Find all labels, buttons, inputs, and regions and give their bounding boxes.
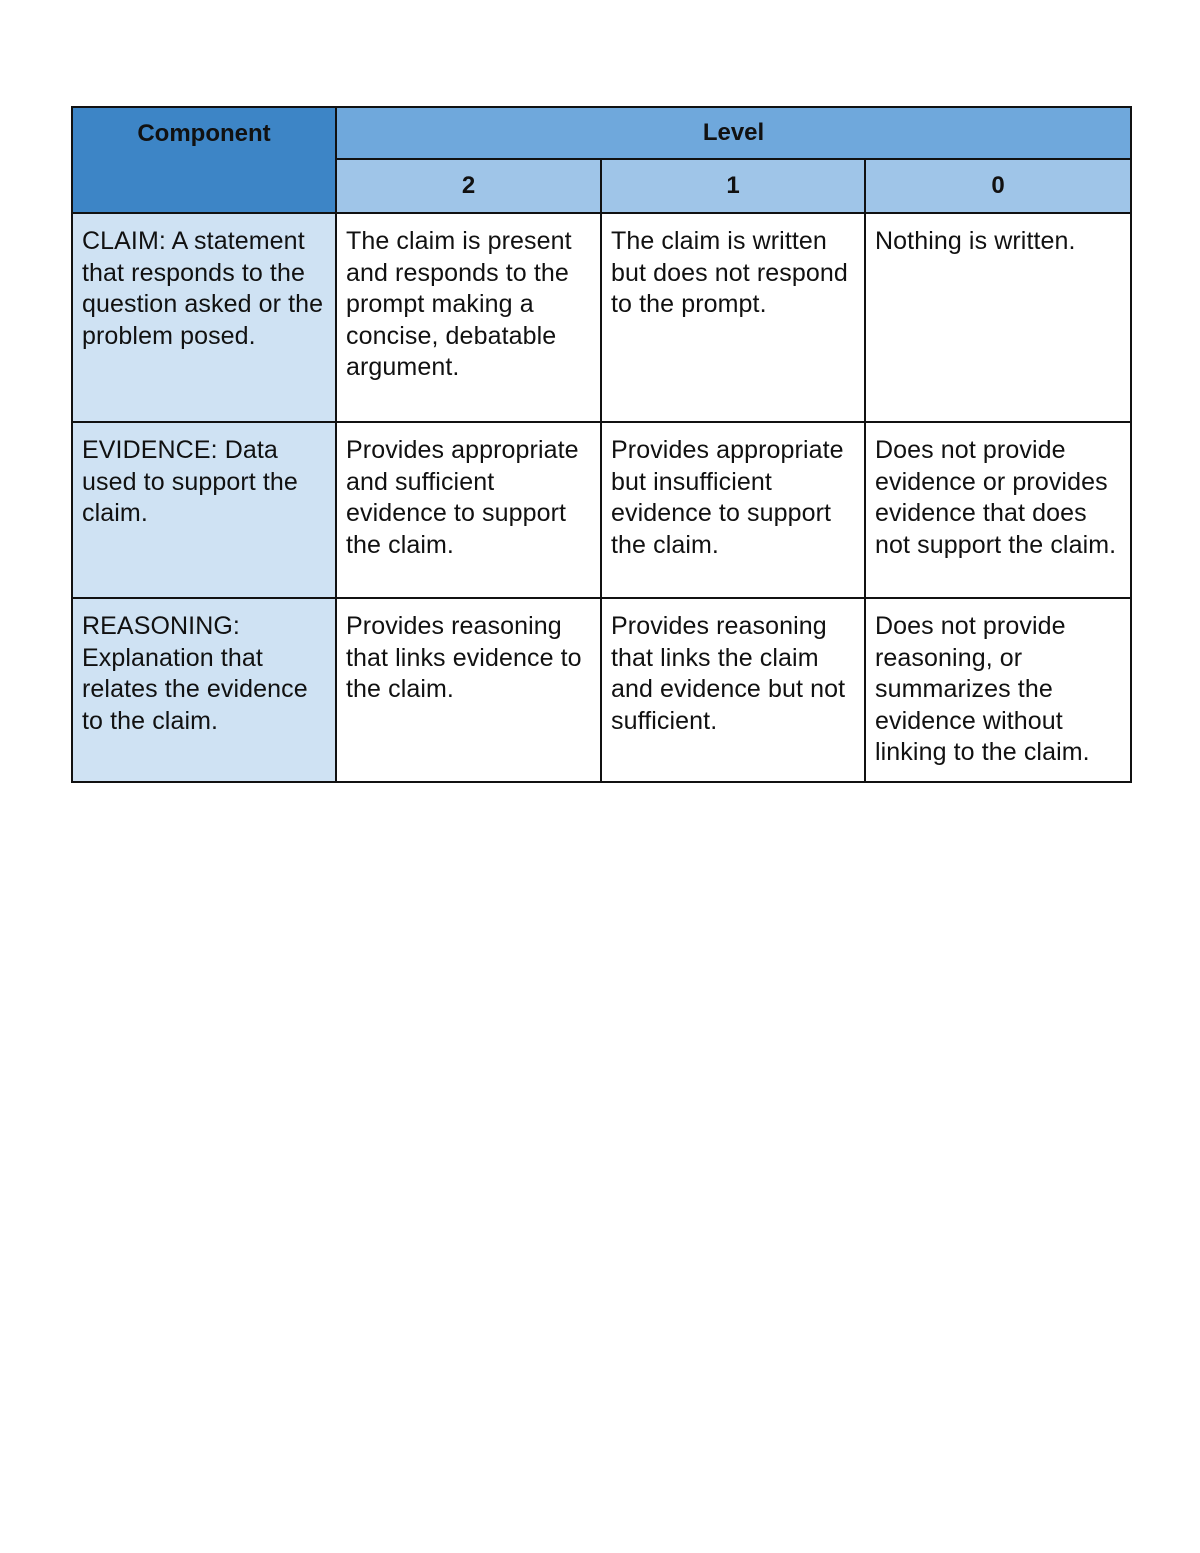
rubric-table (71, 106, 1132, 783)
level-header (336, 107, 1131, 159)
reasoning-level-1-text: Provides reasoning that links the claim and evidence but not sufficient. (611, 612, 846, 735)
level-2-header (336, 159, 601, 213)
component-text-claim: CLAIM: A statement that responds to the question asked or the problem posed. (82, 227, 324, 350)
claim-level-2-cell (336, 213, 601, 422)
evidence-level-0-cell (865, 422, 1131, 598)
table-row-reasoning (72, 598, 1131, 782)
reasoning-level-0-text: Does not provide reasoning, or summarizes the evidence without linking to the claim. (875, 612, 1090, 767)
evidence-level-2-cell (336, 422, 601, 598)
level-header-label: Level (702, 119, 765, 146)
level-0-header (865, 159, 1131, 213)
reasoning-level-1-cell (601, 598, 865, 782)
level-1-label: 1 (726, 172, 740, 199)
claim-level-0-cell (865, 213, 1131, 422)
evidence-level-2-text: Provides appropriate and sufficient evidence to support the claim. (346, 436, 579, 559)
table-row-evidence (72, 422, 1131, 598)
reasoning-level-0-cell (865, 598, 1131, 782)
evidence-level-1-text: Provides appropriate but insufficient evidence to support the claim. (611, 436, 844, 559)
component-cell-reasoning (72, 598, 336, 782)
level-2-label: 2 (461, 172, 476, 199)
claim-level-1-cell (601, 213, 865, 422)
component-header (72, 107, 336, 213)
reasoning-level-2-cell (336, 598, 601, 782)
reasoning-level-2-text: Provides reasoning that links evidence to the claim. (346, 612, 582, 704)
component-header-label: Component (137, 120, 271, 147)
component-text-reasoning: REASONING: Explanation that relates the evidence to the claim. (82, 612, 308, 735)
component-cell-evidence (72, 422, 336, 598)
level-1-header (601, 159, 865, 213)
component-cell-claim (72, 213, 336, 422)
level-0-label: 0 (991, 172, 1005, 199)
evidence-level-0-text: Does not provide evidence or provides evidence that does not support the claim. (875, 436, 1117, 559)
claim-level-0-text: Nothing is written. (875, 227, 1076, 255)
table-row-claim (72, 213, 1131, 422)
evidence-level-1-cell (601, 422, 865, 598)
header-row-level (72, 107, 1131, 159)
claim-level-2-text: The claim is present and responds to the prompt making a concise, debatable argument. (346, 227, 572, 382)
claim-level-1-text: The claim is written but does not respond to the prompt. (611, 227, 848, 319)
component-text-evidence: EVIDENCE: Data used to support the claim. (82, 436, 298, 528)
